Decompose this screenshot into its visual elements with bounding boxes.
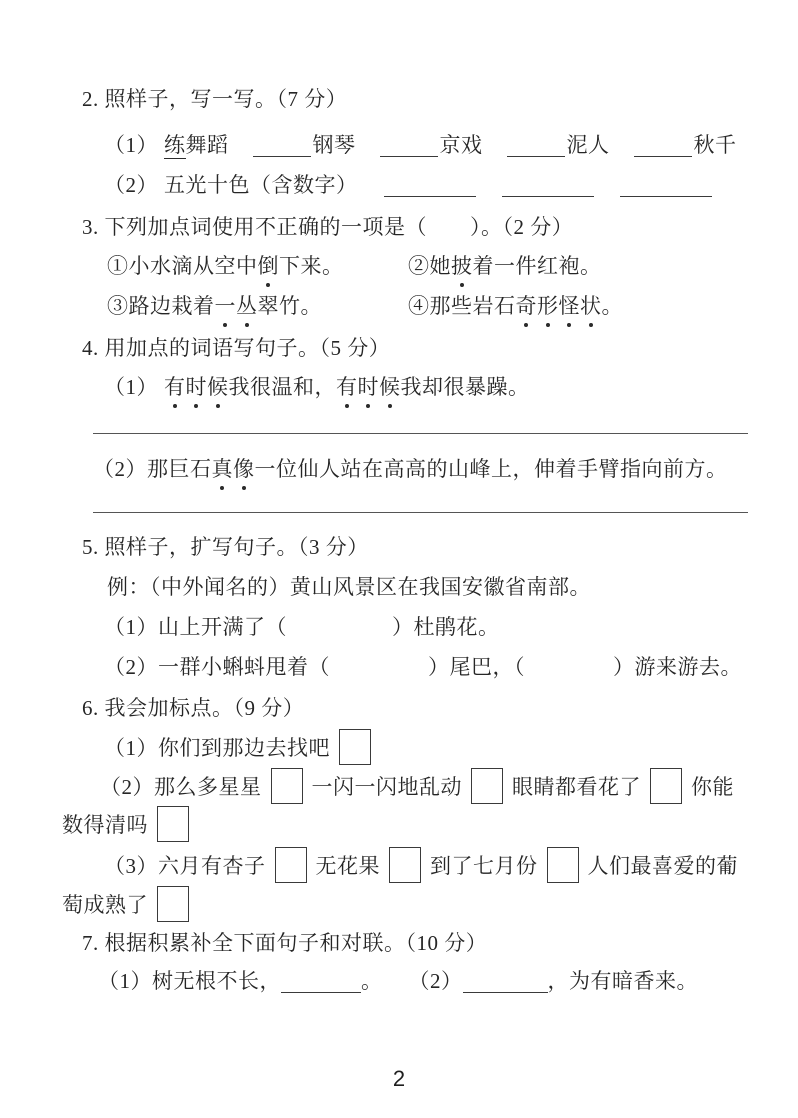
- sentence-text: 到了七月份: [430, 854, 538, 878]
- dotted-word: 真像: [212, 457, 255, 481]
- q6-item-3: [104, 847, 738, 883]
- q5-item-2: [104, 652, 742, 682]
- q6-item-2: [100, 768, 734, 804]
- option-text: 。: [601, 294, 623, 318]
- sentence-text: 我却很暴躁。: [400, 375, 530, 399]
- sentence-text: （2）: [408, 969, 463, 993]
- fill-blank: [281, 971, 361, 993]
- sentence-text: 一位仙人站在高高的山峰上，伸着手臂指向前方。: [254, 457, 728, 481]
- question-2-header: [82, 84, 347, 114]
- option-text: ③路边栽着: [107, 294, 215, 318]
- question-5-header-text: 5. 照样子，扩写句子。（3 分）: [82, 535, 369, 559]
- sentence-text: （1）你们到那边去找吧: [104, 736, 330, 760]
- sentence-text: 无花果: [315, 854, 380, 878]
- dotted-word: 有时候: [336, 375, 401, 399]
- sentence-text: （1）山上开满了（: [104, 615, 287, 639]
- punctuation-box: [547, 847, 579, 883]
- q2-item-1: [104, 130, 737, 160]
- question-7-header-text: 7. 根据积累补全下面句子和对联。（10 分）: [82, 931, 488, 955]
- sentence-text: 数得清吗: [62, 813, 148, 837]
- q6-item-3-wrap: [62, 886, 198, 922]
- q4-item-2: [93, 454, 728, 484]
- punctuation-box: [271, 768, 303, 804]
- fill-blank: [634, 135, 692, 157]
- word-3: 泥人: [566, 133, 610, 157]
- example-word-rest: 舞蹈: [185, 133, 229, 157]
- sentence-text: 眼睛都看花了: [512, 775, 641, 799]
- option-text: 下来。: [279, 254, 344, 278]
- sentence-text: 一闪一闪地乱动: [311, 775, 462, 799]
- dotted-word: 有时候: [164, 375, 229, 399]
- item-label: （2）: [93, 457, 147, 481]
- sentence-text: ，为有暗香来。: [547, 969, 698, 993]
- punctuation-box: [471, 768, 503, 804]
- fill-blank: [384, 175, 476, 197]
- q6-item-1: [104, 729, 380, 765]
- sentence-text: 你能: [691, 775, 734, 799]
- question-4-header: [82, 333, 390, 363]
- q5-item-1: [104, 612, 500, 642]
- q6-item-2-wrap: [62, 806, 198, 842]
- sentence-text: 萄成熟了: [62, 893, 148, 917]
- question-7-header: [82, 928, 487, 958]
- fill-blank: [463, 971, 548, 993]
- word-2: 京戏: [439, 133, 483, 157]
- sentence-text: ）游来游去。: [613, 655, 742, 679]
- question-3-header: [82, 212, 573, 242]
- q3-option-4: [408, 291, 623, 321]
- page-number: 2: [392, 1066, 406, 1091]
- dotted-word: 倒: [258, 254, 280, 278]
- question-3-header-text: 3. 下列加点词使用不正确的一项是（ ）。（2 分）: [82, 215, 574, 239]
- word-1: 钢琴: [312, 133, 356, 157]
- q5-example: [107, 572, 591, 602]
- question-4-header-text: 4. 用加点的词语写句子。（5 分）: [82, 336, 391, 360]
- q3-option-1: [107, 251, 344, 281]
- dotted-word: 披: [451, 254, 473, 278]
- punctuation-box: [157, 806, 189, 842]
- fill-blank: [507, 135, 565, 157]
- sentence-text: ）尾巴，（: [428, 655, 525, 679]
- option-text: ④那些岩石: [408, 294, 516, 318]
- item-label: （1）: [104, 133, 158, 157]
- q2-item-2: [104, 170, 712, 200]
- option-text: ②她: [408, 254, 451, 278]
- punctuation-box: [339, 729, 371, 765]
- option-text: 着一件红袍。: [472, 254, 602, 278]
- sentence-text: （3）六月有杏子: [104, 854, 266, 878]
- fill-blank: [620, 175, 712, 197]
- q2-item-2-text: 五光十色（含数字）: [164, 173, 358, 197]
- q7-items: [98, 966, 698, 996]
- q3-option-2: [408, 251, 602, 281]
- punctuation-box: [650, 768, 682, 804]
- fill-blank: [380, 135, 438, 157]
- question-5-header: [82, 532, 369, 562]
- fill-blank: [253, 135, 311, 157]
- dotted-word: 奇形怪状: [516, 294, 602, 318]
- option-text: 翠竹。: [257, 294, 322, 318]
- question-6-header: [82, 693, 304, 723]
- sentence-text: 。: [361, 969, 383, 993]
- question-2-header-text: 2. 照样子，写一写。（7 分）: [82, 87, 348, 111]
- question-6-header-text: 6. 我会加标点。（9 分）: [82, 696, 305, 720]
- sentence-text: 人们最喜爱的葡: [587, 854, 738, 878]
- sentence-text: （1）树无根不长，: [98, 969, 281, 993]
- sentence-text: （2）一群小蝌蚪甩着（: [104, 655, 330, 679]
- punctuation-box: [157, 886, 189, 922]
- fill-blank: [502, 175, 594, 197]
- item-label: （1）: [104, 375, 158, 399]
- option-text: ①小水滴从空中: [107, 254, 258, 278]
- answer-line: [93, 512, 748, 513]
- dotted-word: 一丛: [215, 294, 258, 318]
- word-4: 秋千: [693, 133, 737, 157]
- sentence-text: 我很温和，: [228, 375, 336, 399]
- sentence-text: 那巨石: [147, 457, 212, 481]
- answer-line: [93, 433, 748, 434]
- example-sentence: 例：（中外闻名的）黄山风景区在我国安徽省南部。: [107, 575, 591, 599]
- q3-option-3: [107, 291, 322, 321]
- punctuation-box: [389, 847, 421, 883]
- underlined-example-char: 练: [164, 133, 186, 157]
- sentence-text: （2）那么多星星: [100, 775, 262, 799]
- punctuation-box: [275, 847, 307, 883]
- sentence-text: ）杜鹃花。: [392, 615, 500, 639]
- item-label: （2）: [104, 173, 158, 197]
- q4-item-1: [104, 372, 530, 402]
